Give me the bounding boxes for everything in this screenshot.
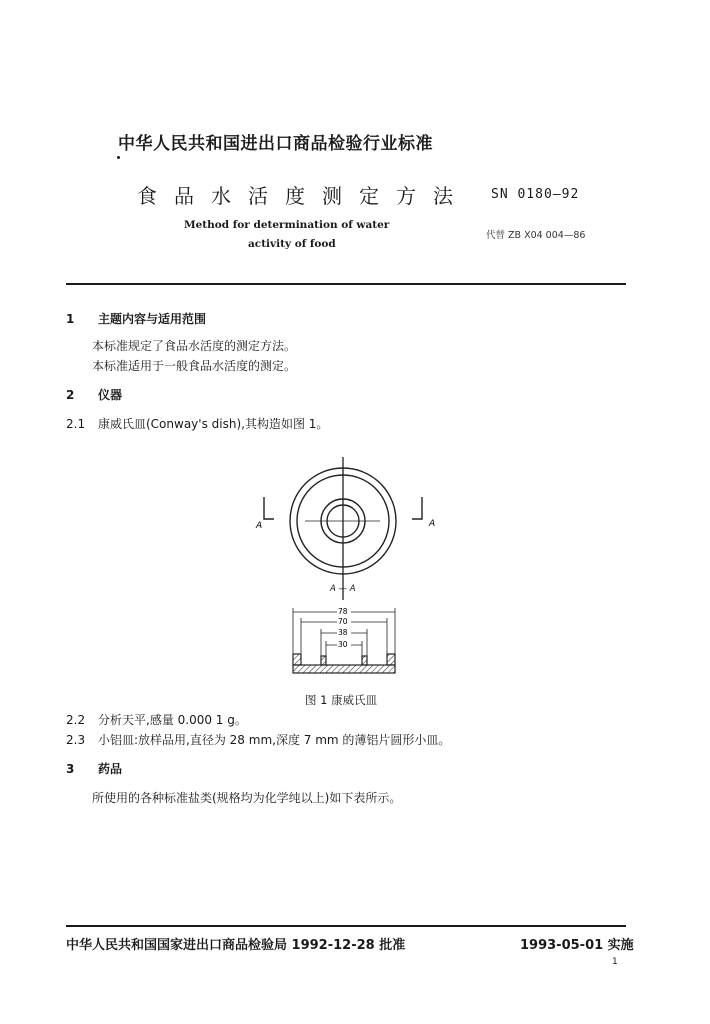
standard-code: SN 0180—92 xyxy=(491,187,580,202)
section-number: 3 xyxy=(66,762,75,776)
footer-rule xyxy=(66,925,626,927)
conway-dish-section-view xyxy=(285,600,405,678)
section-view-label: A — A xyxy=(330,584,356,594)
dish-base xyxy=(293,665,395,673)
section-1-paragraph-1: 本标准规定了食品水活度的测定方法。 xyxy=(92,339,297,353)
section-label-left: A xyxy=(256,521,263,531)
clause-text: 康威氏皿(Conway's dish),其构造如图 1。 xyxy=(98,417,329,431)
dimension-78: 78 xyxy=(338,607,348,616)
dimension-38: 38 xyxy=(338,628,348,637)
document-title: 食品水活度测定方法 xyxy=(137,184,470,208)
section-title: 仪器 xyxy=(98,388,123,402)
page-number: 1 xyxy=(612,957,618,967)
outer-wall-left xyxy=(293,654,301,665)
section-number: 2 xyxy=(66,388,75,402)
section-label-right: A xyxy=(429,519,436,529)
replaces-standard: 代替 ZB X04 004—86 xyxy=(486,230,586,241)
header-rule xyxy=(66,283,626,285)
issuing-organization: 中华人民共和国进出口商品检验行业标准 xyxy=(118,134,433,154)
outer-wall-right xyxy=(387,654,395,665)
dimension-30: 30 xyxy=(338,640,348,649)
inner-wall-right xyxy=(362,656,367,665)
figure-1-caption: 图 1 康威氏皿 xyxy=(305,693,378,707)
clause-number: 2.1 xyxy=(66,417,86,431)
section-mark-right xyxy=(412,497,422,519)
clause-2-1 xyxy=(66,415,328,432)
margin-mark xyxy=(117,156,120,159)
section-2-heading xyxy=(66,386,122,403)
english-title-line-2: activity of food xyxy=(248,238,336,250)
section-3-heading xyxy=(66,760,122,777)
conway-dish-plan-view xyxy=(250,455,450,605)
clause-2-2 xyxy=(66,711,247,728)
inner-wall-left xyxy=(321,656,326,665)
clause-text: 小铝皿:放样品用,直径为 28 mm,深度 7 mm 的薄铝片圆形小皿。 xyxy=(98,733,451,747)
dimension-70: 70 xyxy=(338,617,348,626)
section-title: 主题内容与适用范围 xyxy=(98,312,207,326)
section-1-paragraph-2: 本标准适用于一般食品水活度的测定。 xyxy=(92,359,297,373)
implementation-date: 1993-05-01 实施 xyxy=(520,938,634,953)
approval-line: 中华人民共和国国家进出口商品检验局 1992-12-28 批准 xyxy=(66,938,406,953)
clause-text: 分析天平,感量 0.000 1 g。 xyxy=(98,713,247,727)
english-title-line-1: Method for determination of water xyxy=(184,219,390,231)
section-number: 1 xyxy=(66,312,75,326)
section-title: 药品 xyxy=(98,762,123,776)
section-3-paragraph-1: 所使用的各种标准盐类(规格均为化学纯以上)如下表所示。 xyxy=(92,791,402,805)
section-1-heading xyxy=(66,310,206,327)
clause-number: 2.3 xyxy=(66,733,86,747)
clause-number: 2.2 xyxy=(66,713,86,727)
section-mark-left xyxy=(264,497,274,519)
clause-2-3 xyxy=(66,731,450,748)
